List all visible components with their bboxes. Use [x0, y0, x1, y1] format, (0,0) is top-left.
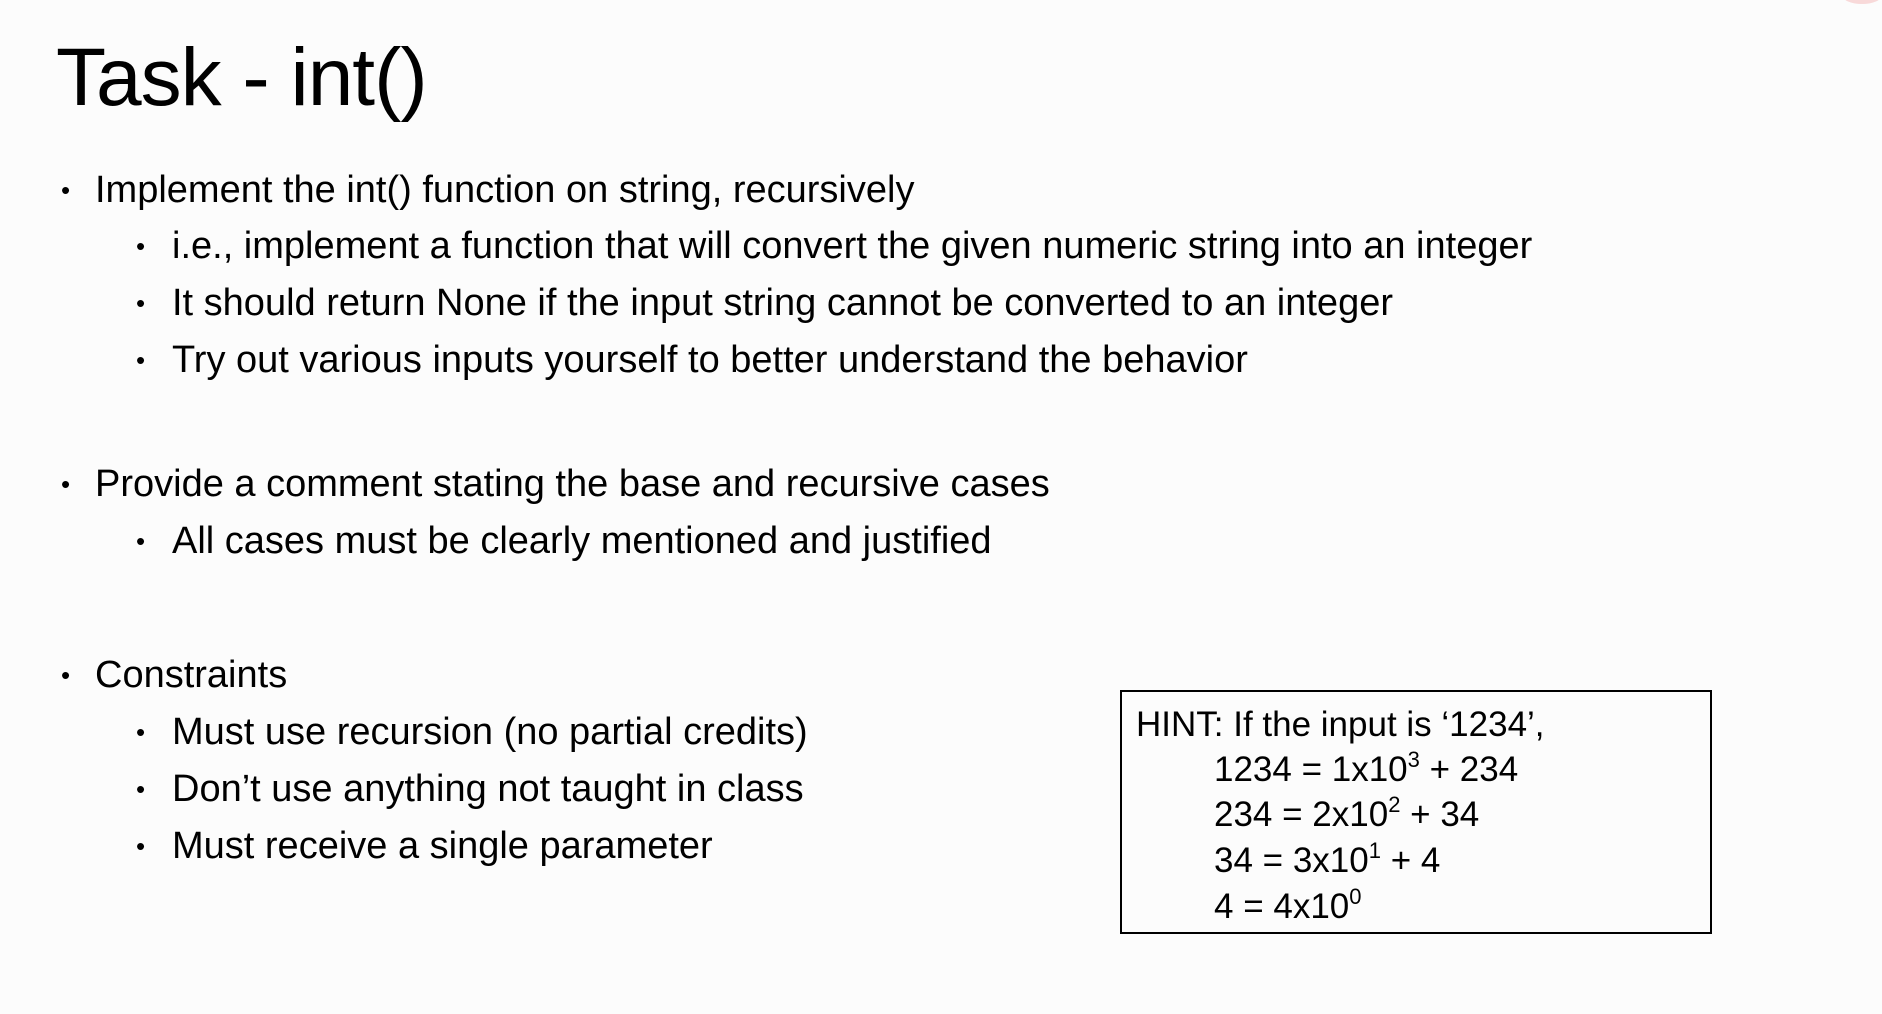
bullet-implement: [61, 166, 915, 214]
subbullet-recursion: [136, 708, 808, 756]
bullet-dot: •: [136, 774, 146, 804]
bullet-dot: •: [61, 660, 71, 690]
bullet-text: Provide a comment stating the base and recursive cases: [95, 463, 1050, 505]
subbullet-single-param: [136, 822, 713, 870]
bullet-dot: •: [136, 231, 146, 261]
bullet-constraints: [61, 651, 288, 699]
hint-box: [1120, 690, 1712, 934]
subbullet-try-inputs: [136, 336, 1248, 384]
hint-remainder: + 234: [1419, 750, 1519, 789]
hint-exponent: 2: [1388, 792, 1401, 817]
bullet-text: Don’t use anything not taught in class: [172, 768, 804, 810]
bullet-text: Must receive a single parameter: [172, 825, 713, 867]
hint-exponent: 0: [1349, 884, 1362, 909]
bullet-dot: •: [136, 288, 146, 318]
bullet-dot: •: [136, 831, 146, 861]
hint-expr: 1234 = 1x10: [1214, 750, 1408, 789]
bullet-dot: •: [136, 717, 146, 747]
hint-line-1: [1214, 747, 1518, 793]
bullet-text: It should return None if the input string cannot be converted to an integer: [172, 282, 1393, 324]
hint-expr: 234 = 2x10: [1214, 795, 1389, 834]
bullet-dot: •: [136, 526, 146, 556]
subbullet-not-taught: [136, 765, 804, 813]
hint-line-2: [1214, 792, 1479, 838]
hint-intro: HINT: If the input is ‘1234’,: [1136, 705, 1545, 744]
hint-exponent: 1: [1368, 838, 1381, 863]
hint-line-4: [1214, 884, 1362, 930]
subbullet-all-cases: [136, 517, 992, 565]
bullet-dot: •: [61, 469, 71, 499]
hint-remainder: + 4: [1380, 841, 1441, 880]
hint-remainder: + 34: [1400, 795, 1480, 834]
bullet-text: Constraints: [95, 654, 288, 696]
slide-title: Task - int(): [56, 32, 427, 123]
hint-expr: 4 = 4x10: [1214, 887, 1350, 926]
bullet-dot: •: [136, 345, 146, 375]
bullet-text: Implement the int() function on string, recursively: [95, 169, 915, 211]
bullet-text: i.e., implement a function that will convert the given numeric string into an integer: [172, 225, 1533, 267]
hint-expr: 34 = 3x10: [1214, 841, 1369, 880]
bullet-dot: •: [61, 175, 71, 205]
bullet-text: All cases must be clearly mentioned and justified: [172, 520, 992, 562]
bullet-comment: [61, 460, 1050, 508]
hint-exponent: 3: [1407, 747, 1420, 772]
subbullet-convert: [136, 222, 1533, 270]
bullet-text: Must use recursion (no partial credits): [172, 711, 808, 753]
hint-line-3: [1214, 838, 1440, 884]
subbullet-return-none: [136, 279, 1393, 327]
corner-decoration: [1842, 0, 1882, 4]
bullet-text: Try out various inputs yourself to better understand the behavior: [172, 339, 1248, 381]
